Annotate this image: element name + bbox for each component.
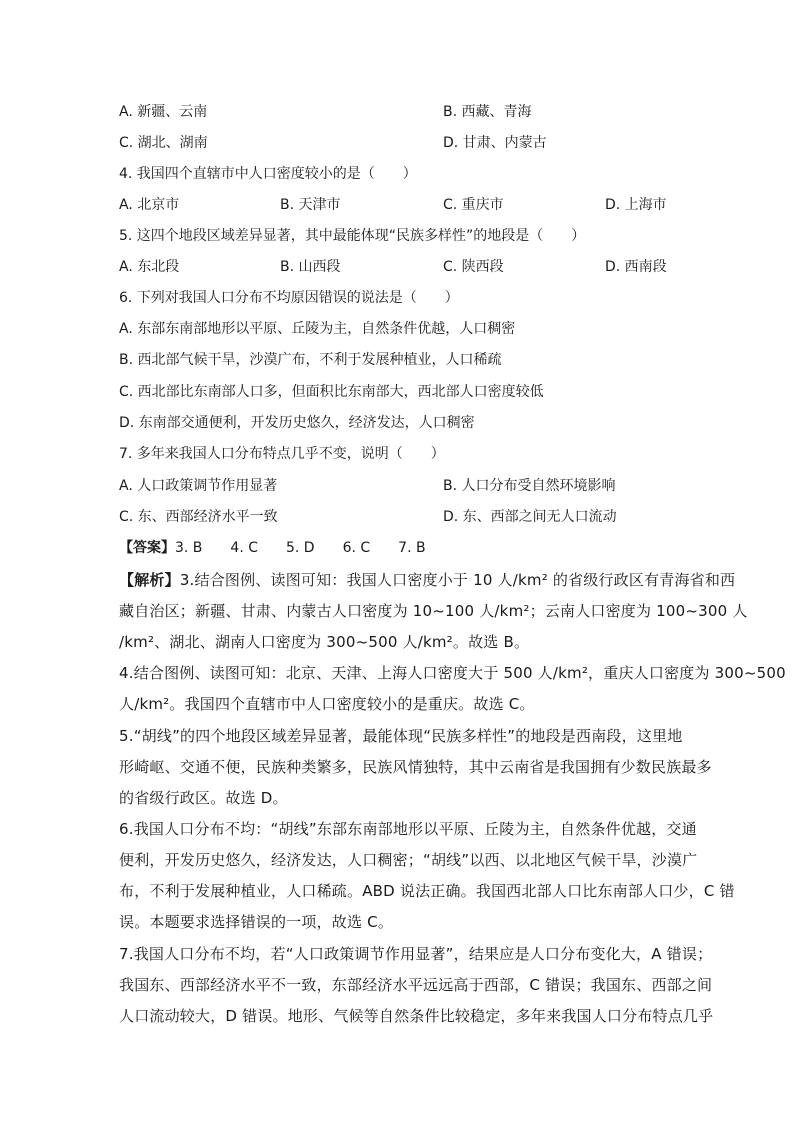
q4-option-b: B. 天津市: [280, 197, 341, 213]
analysis-line-6: 5.“胡线”的四个地段区域差异显著，最能体现“民族多样性”的地段是西南段，这里地: [119, 727, 683, 745]
q4-option-c: C. 重庆市: [443, 197, 504, 213]
q5-option-b: B. 山西段: [280, 259, 341, 275]
analysis-line-9: 6.我国人口分布不均：“胡线”东部东南部地形以平原、丘陵为主，自然条件优越，交通: [119, 820, 697, 838]
analysis-line-7: 形崎岖、交通不便，民族种类繁多，民族风情独特，其中云南省是我国拥有少数民族最多: [119, 758, 712, 776]
answer-text: 3. B 4. C 5. D 6. C 7. B: [175, 540, 426, 556]
analysis-line-10: 便利，开发历史悠久，经济发达，人口稠密；“胡线”以西、以北地区气候干旱，沙漠广: [119, 851, 698, 869]
analysis-line-14: 我国东、西部经济水平不一致，东部经济水平远远高于西部，C 错误；我国东、西部之间: [119, 976, 713, 994]
q4-option-a: A. 北京市: [119, 197, 180, 213]
q6-stem: 6. 下列对我国人口分布不均原因错误的说法是（ ）: [119, 290, 459, 306]
analysis-line-12: 误。本题要求选择错误的一项，故选 C。: [119, 913, 394, 931]
q7-option-c: C. 东、西部经济水平一致: [119, 509, 278, 525]
q7-stem: 7. 多年来我国人口分布特点几乎不变，说明（ ）: [119, 446, 445, 462]
answer-label: 【答案】: [119, 540, 175, 556]
analysis-line-15: 人口流动较大，D 错误。地形、气候等自然条件比较稳定，多年来我国人口分布特点几乎: [119, 1007, 714, 1025]
q4-option-d: D. 上海市: [605, 197, 667, 213]
q5-option-a: A. 东北段: [119, 259, 180, 275]
q3-option-b: B. 西藏、青海: [443, 104, 532, 120]
q3-option-a: A. 新疆、云南: [119, 104, 208, 120]
analysis-line-2: 藏自治区；新疆、甘肃、内蒙古人口密度为 10~100 人/km²；云南人口密度为 100~300 人: [119, 602, 748, 620]
analysis-line-13: 7.我国人口分布不均，若“人口政策调节作用显著”，结果应是人口分布变化大，A 错误；: [119, 945, 713, 963]
q6-option-c: C. 西北部比东南部人口多，但面积比东南部大，西北部人口密度较低: [119, 384, 544, 400]
q7-option-d: D. 东、西部之间无人口流动: [443, 509, 617, 525]
q5-stem: 5. 这四个地段区域差异显著，其中最能体现“民族多样性”的地段是（ ）: [119, 228, 586, 244]
q5-option-c: C. 陕西段: [443, 259, 504, 275]
analysis-line-4: 4.结合图例、读图可知：北京、天津、上海人口密度大于 500 人/km²，重庆人口密度为 300~500: [119, 664, 786, 682]
analysis-label: 【解析】: [119, 571, 180, 589]
q3-option-c: C. 湖北、湖南: [119, 135, 208, 151]
q6-option-a: A. 东部东南部地形以平原、丘陵为主，自然条件优越，人口稠密: [119, 321, 516, 337]
q7-option-a: A. 人口政策调节作用显著: [119, 478, 278, 494]
answer-line: [119, 538, 426, 558]
analysis-text-1: 3.结合图例、读图可知：我国人口密度小于 10 人/km² 的省级行政区有青海省和西: [179, 571, 736, 589]
analysis-line-5: 人/km²。我国四个直辖市中人口密度较小的是重庆。故选 C。: [119, 695, 535, 713]
analysis-line-8: 的省级行政区。故选 D。: [119, 789, 288, 807]
analysis-line-1: [119, 570, 735, 590]
q4-stem: 4. 我国四个直辖市中人口密度较小的是（ ）: [119, 166, 417, 182]
q7-option-b: B. 人口分布受自然环境影响: [443, 478, 616, 494]
q3-option-d: D. 甘肃、内蒙古: [443, 135, 547, 151]
analysis-line-3: /km²、湖北、湖南人口密度为 300~500 人/km²。故选 B。: [119, 633, 530, 651]
q6-option-b: B. 西北部气候干旱，沙漠广布，不利于发展种植业，人口稀疏: [119, 352, 502, 368]
q6-option-d: D. 东南部交通便利，开发历史悠久，经济发达，人口稠密: [119, 415, 475, 431]
analysis-line-11: 布，不利于发展种植业，人口稀疏。ABD 说法正确。我国西北部人口比东南部人口少，C 错: [119, 882, 735, 900]
q5-option-d: D. 西南段: [605, 259, 667, 275]
